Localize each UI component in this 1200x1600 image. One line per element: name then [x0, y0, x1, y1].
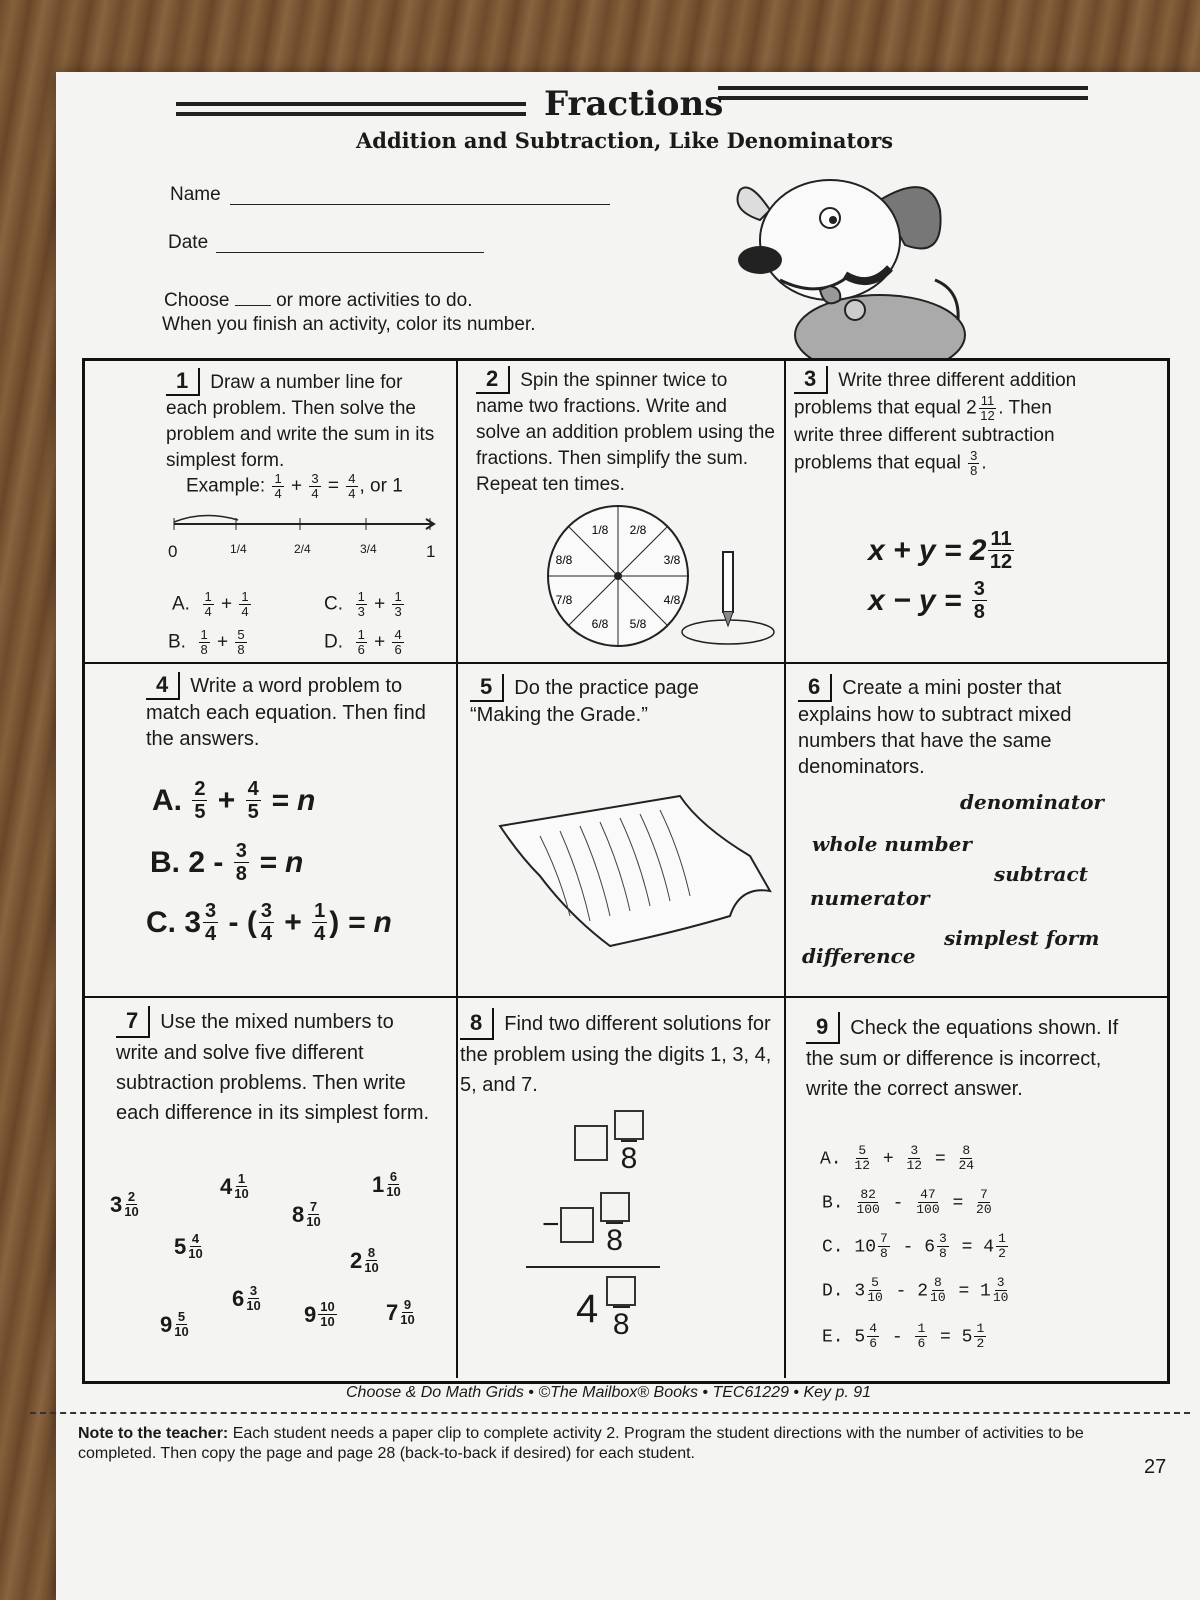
- example-label: Example:: [186, 475, 266, 497]
- activity-8-text: Find two different solutions for the problem using the digits 1, 3, 4, 5, and 7.: [460, 1013, 772, 1096]
- activity-9[interactable]: [806, 1012, 1126, 1104]
- equation-x-plus-y: x + y = 2 $\frac{11}{12}$: [868, 528, 1013, 573]
- digit-box[interactable]: [600, 1192, 630, 1222]
- mixed-number: 7 $\frac{9}{10}$: [386, 1297, 415, 1327]
- digit-box[interactable]: [614, 1110, 644, 1140]
- page-subtitle: Addition and Subtraction, Like Denominators: [356, 128, 894, 153]
- activity-7-text: Use the mixed numbers to write and solve five different subtraction problems. Then write each difference in its simplest form.: [116, 1011, 430, 1124]
- example-tail: , or 1: [359, 475, 403, 497]
- date-line[interactable]: [216, 252, 484, 253]
- result-whole: 4: [576, 1286, 599, 1331]
- equation-9b: B. $\frac{82}{100}$ - $\frac{47}{100}$ = $\frac{7}{20}$: [822, 1187, 992, 1217]
- activity-7[interactable]: [116, 1006, 436, 1128]
- mixed-number: 3 $\frac{2}{10}$: [110, 1189, 139, 1219]
- activity-1-example: Example: $\frac{1}{4}$ + $\frac{3}{4}$ = $\frac{4}{4}$ , or 1: [186, 471, 403, 501]
- eq2-text: x − y =: [868, 583, 962, 617]
- activity-3-text-2: . Then write three different subtraction problems that equal: [794, 397, 1055, 474]
- minus-sign: −: [542, 1208, 560, 1241]
- grid-row-divider-2: [82, 996, 1167, 998]
- grid-row-divider-1: [82, 662, 1167, 664]
- activity-4-number[interactable]: 4: [146, 672, 180, 700]
- title-rule-right-2: [718, 96, 1088, 100]
- mixed-number: 5 $\frac{4}{10}$: [174, 1231, 203, 1261]
- vocab-numerator: numerator: [810, 886, 930, 910]
- activity-1[interactable]: [166, 368, 448, 474]
- tick-label-4: 1: [426, 542, 436, 561]
- activity-8[interactable]: [460, 1008, 776, 1100]
- cut-line: [30, 1412, 1190, 1414]
- mixed-number: 9 $\frac{5}{10}$: [160, 1309, 189, 1339]
- eq-label: B.: [150, 845, 180, 879]
- spinner-label-2: 2/8: [629, 523, 647, 537]
- digit-box[interactable]: [606, 1276, 636, 1306]
- problem-label: B.: [168, 631, 186, 653]
- title-rule-left: [176, 102, 526, 106]
- practice-page-illustration: [480, 786, 780, 956]
- choose-instruction: [164, 290, 472, 312]
- activity-3-text-1: Write three different addition problems that equal: [794, 370, 1077, 419]
- activity-5[interactable]: [470, 674, 770, 728]
- activity-4-text: Write a word problem to match each equation. Then find the answers.: [146, 675, 426, 750]
- equation-4b: B. 2 - $\frac{3}{8}$ = n: [150, 840, 304, 885]
- spinner-label-4: 4/8: [663, 593, 681, 607]
- activity-7-number[interactable]: 7: [116, 1006, 150, 1038]
- activity-2-number[interactable]: 2: [476, 366, 510, 394]
- vocab-whole-number: whole number: [812, 832, 972, 856]
- choose-word: Choose: [164, 290, 230, 311]
- page-number: 27: [1144, 1456, 1167, 1478]
- spinner-label-7: 7/8: [555, 593, 573, 607]
- copyright-credit: Choose & Do Math Grids • ©The Mailbox® Books • TEC61229 • Key p. 91: [346, 1384, 872, 1401]
- sum-line: [526, 1266, 660, 1268]
- grid-col-divider-2: [784, 358, 786, 1378]
- activity-5-text: Do the practice page “Making the Grade.”: [470, 677, 699, 726]
- vocab-difference: difference: [802, 944, 916, 968]
- equation-9a: A. $\frac{5}{12}$ + $\frac{3}{12}$ = $\frac{8}{24}$: [820, 1143, 975, 1173]
- date-label: Date: [168, 232, 209, 253]
- activity-1-text: Draw a number line for each problem. Then solve the problem and write the sum in its simplest form.: [166, 372, 435, 471]
- name-label: Name: [170, 184, 221, 205]
- equation-4a: A. $\frac{2}{5}$ + $\frac{4}{5}$ = n: [152, 778, 316, 823]
- page-title: Fractions: [544, 84, 724, 124]
- tick-label-1: 1/4: [230, 542, 247, 556]
- activity-3-number[interactable]: 3: [794, 366, 828, 394]
- mixed-number: 4 $\frac{1}{10}$: [220, 1171, 249, 1201]
- problem-1a: A. $\frac{1}{4}$ + $\frac{1}{4}$: [172, 589, 249, 619]
- puzzle-result: 4 8: [576, 1276, 636, 1342]
- problem-1b: B. $\frac{1}{8}$ + $\frac{5}{8}$: [168, 627, 245, 657]
- activity-6-number[interactable]: 6: [798, 674, 832, 702]
- puzzle-top-number: 8: [574, 1110, 644, 1176]
- activity-6-text: Create a mini poster that explains how to subtract mixed numbers that have the same denominators.: [798, 677, 1072, 778]
- choose-tail: or more activities to do.: [276, 290, 473, 311]
- color-instruction: When you finish an activity, color its number.: [162, 314, 536, 335]
- problem-label: C.: [324, 593, 343, 615]
- spinner-label-5: 5/8: [629, 617, 647, 631]
- puzzle-middle-number: − 8: [542, 1192, 630, 1258]
- equation-4c: C. 3 $\frac{3}{4}$ - ( $\frac{3}{4}$ + $\frac{1}{4}$ ) = n: [146, 900, 392, 945]
- tick-label-3: 3/4: [360, 542, 377, 556]
- spinner-label-3: 3/8: [663, 553, 681, 567]
- activity-5-number[interactable]: 5: [470, 674, 504, 702]
- problem-1c: C. $\frac{1}{3}$ + $\frac{1}{3}$: [324, 589, 402, 619]
- grid-col-divider-1: [456, 358, 458, 1378]
- choose-blank[interactable]: [235, 305, 271, 306]
- activity-8-number[interactable]: 8: [460, 1008, 494, 1040]
- problem-1d: D. $\frac{1}{6}$ + $\frac{4}{6}$: [324, 627, 402, 657]
- spinner[interactable]: [540, 504, 780, 654]
- equation-9d: D. 3 $\frac{5}{10}$ - 2 $\frac{8}{10}$ = 1 $\frac{3}{10}$: [822, 1275, 1009, 1305]
- teacher-note-text: Each student needs a paper clip to complete activity 2. Program the student directions with the number of activities to be completed. Then copy the page and page 28 (back-to-back if desired) for each student.: [78, 1425, 1084, 1462]
- spinner-label-6: 6/8: [591, 617, 609, 631]
- vocab-subtract: subtract: [994, 862, 1088, 886]
- equation-9c: C. 10 $\frac{7}{8}$ - 6 $\frac{3}{8}$ = 4 $\frac{1}{2}$: [822, 1231, 1006, 1261]
- vocab-simplest-form: simplest form: [944, 926, 1100, 950]
- problem-label: A.: [172, 593, 190, 615]
- tick-label-0: 0: [168, 542, 178, 561]
- mixed-number: 9 $\frac{10}{10}$: [304, 1299, 335, 1329]
- mixed-number: 8 $\frac{7}{10}$: [292, 1199, 321, 1229]
- activity-9-number[interactable]: 9: [806, 1012, 840, 1044]
- tick-label-2: 2/4: [294, 542, 311, 556]
- mixed-number: 1 $\frac{6}{10}$: [372, 1169, 401, 1199]
- mixed-number: 2 $\frac{8}{10}$: [350, 1245, 379, 1275]
- equation-9e: E. 5 $\frac{4}{6}$ - $\frac{1}{6}$ = 5 $\frac{1}{2}$: [822, 1321, 985, 1351]
- eq-label: A.: [152, 783, 182, 817]
- title-rule-left-2: [176, 112, 526, 116]
- dog-illustration: [730, 150, 980, 360]
- eq1-text: x + y = 2: [868, 533, 987, 567]
- activity-9-text: Check the equations shown. If the sum or difference is incorrect, write the correct answer.: [806, 1017, 1119, 1100]
- activity-6[interactable]: [798, 674, 1098, 780]
- spinner-label-8: 8/8: [555, 553, 573, 567]
- name-line[interactable]: [230, 204, 610, 205]
- digit-box[interactable]: [574, 1125, 608, 1161]
- problem-label: D.: [324, 631, 343, 653]
- mixed-number: 6 $\frac{3}{10}$: [232, 1283, 261, 1313]
- title-rule-right: [718, 86, 1088, 90]
- digit-box[interactable]: [560, 1207, 594, 1243]
- activity-4[interactable]: [146, 672, 446, 752]
- vocab-denominator: denominator: [960, 790, 1104, 814]
- activity-2[interactable]: [476, 366, 776, 498]
- activity-3[interactable]: 3 Write three different addition problems that equal 2 $\frac{11}{12}$ . Then write three different subtraction problems that equal $\frac{3}{8}$ .: [794, 366, 1077, 478]
- teacher-note: [78, 1424, 1118, 1464]
- activity-2-text: Spin the spinner twice to name two fractions. Write and solve an addition problem using the fractions. Then simplify the sum. Repeat ten times.: [476, 370, 775, 495]
- equation-x-minus-y: x − y = $\frac{3}{8}$: [868, 578, 985, 623]
- eq-label: C.: [146, 905, 176, 939]
- teacher-note-label: Note to the teacher:: [78, 1425, 229, 1442]
- activity-1-number[interactable]: 1: [166, 368, 200, 396]
- spinner-label-1: 1/8: [591, 523, 609, 537]
